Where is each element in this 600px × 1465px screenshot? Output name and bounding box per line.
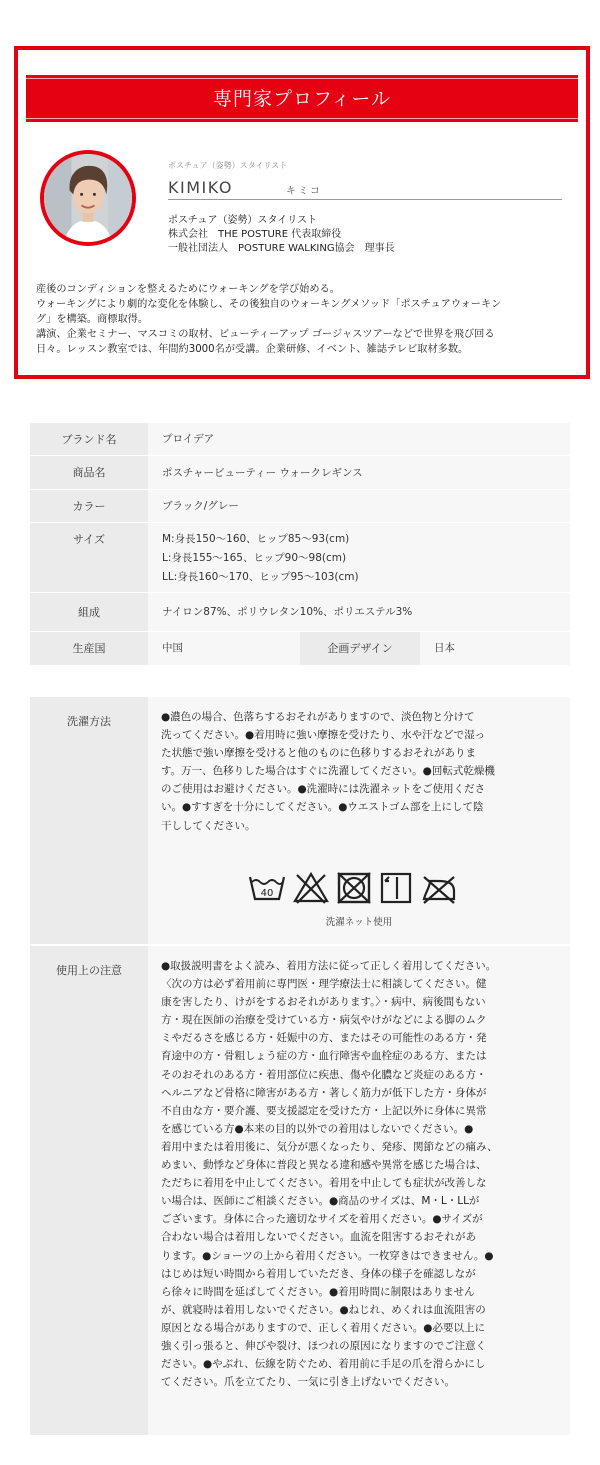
wash-net-caption: 洗濯ネット使用 xyxy=(325,917,393,928)
caution-label: 使用上の注意 xyxy=(56,964,122,977)
svg-text:40: 40 xyxy=(260,888,274,899)
spec-row-product xyxy=(30,456,570,490)
line-dry-icon xyxy=(379,871,413,905)
avatar xyxy=(40,150,136,246)
expert-name-kana: キミコ xyxy=(286,186,322,197)
spec-value: 中国 xyxy=(148,632,300,665)
no-bleach-icon xyxy=(292,871,330,905)
name-row xyxy=(168,174,562,200)
spec-label: 生産国 xyxy=(30,632,148,665)
spec-value: ブラック/グレー xyxy=(148,490,570,523)
title-line: 株式会社 THE POSTURE 代表取締役 xyxy=(168,229,342,240)
size-line: M:身長150〜160、ヒップ85〜93(cm) xyxy=(162,533,350,545)
profile-heading: 専門家プロフィール xyxy=(212,88,392,110)
spec-row-origin xyxy=(30,632,570,665)
size-line: LL:身長160〜170、ヒップ95〜103(cm) xyxy=(162,571,359,583)
spec-row-material xyxy=(30,593,570,632)
spec-value: ポスチャービューティー ウォークレギンス xyxy=(148,456,570,490)
spec-label: 組成 xyxy=(30,593,148,632)
spec-value: 日本 xyxy=(420,632,570,665)
no-iron-icon xyxy=(420,871,458,905)
wash-method-text: ●濃色の場合、色落ちするおそれがありますので、淡色物と分けて 洗ってください。●着用時に強い摩擦を受けたり、水や汗などで湿っ た状態で強い摩擦を受けると他のものに色移りするおそれがありま す。万一、色移りした場合はすぐに洗濯してください。●回転式乾燥機 のご使用はお避けください。●洗濯時には洗濯ネットをご使用くださ い。●すすぎを十分にしてください。●ウエストゴム部を上にして陰 干ししてください。 xyxy=(161,711,495,832)
expert-bio: 産後のコンディションを整えるためにウォーキングを学び始める。 ウォーキングにより劇的な変化を体験し、その後独自のウォーキングメソッド「ポスチュアウォーキン グ」を構築。商標取得。 講演、企業セミナー、マスコミの取材、ビューティーアップ ゴージャスツアーなどで世界を飛び回る 日々。レッスン教室では、年間約3000名が受講。企業研修、イベント、雑誌テレビ取材多数。 xyxy=(36,284,502,355)
expert-name: KIMIKO xyxy=(168,178,233,197)
size-line: L:身長155〜165、ヒップ90〜98(cm) xyxy=(162,552,347,564)
expert-titles xyxy=(168,214,395,256)
wash-method-label: 洗濯方法 xyxy=(67,715,111,728)
care-table xyxy=(30,697,570,1435)
spec-label: サイズ xyxy=(30,523,148,593)
spec-label: カラー xyxy=(30,490,148,523)
caution-text: ●取扱説明書をよく読み、着用方法に従って正しく着用してください。 〈次の方は必ず着用前に専門医・理学療法士に相談してください。健 康を害したり、けがをするおそれがあります。〉・病中、病後間もない 方・現在医師の治療を受けている方・病気やけがなどによる脚のムク ミやだるさを感じる方・妊娠中の方、またはその可能性のある方・発 育途中の方・骨粗しょう症の方・血行障害や血栓症のある方、または そのおそれのある方・着用部位に疾患、傷や化膿など炎症のある方・ ヘルニアなど骨格に障害がある方・著しく筋力が低下した方・身体が 不自由な方・要介護、要支援認定を受けた方・上記以外に身体に異常 を感じている方●本来の目的以外での着用はしないでください。● 着用中または着用後に、気分が悪くなったり、発疹、関節などの痛み、 めまい、動悸など身体に普段と異なる違和感や異常を感じた場合は、 ただちに着用を中止してください。着用を中止しても症状が改善しな い場合は、医師にご相談ください。●商品のサイズは、M・L・LLが ございます。身体に合った適切なサイズを着用ください。●サイズが 合わない場合は着用しないでください。血流を阻害するおそれがあ ります。●ショーツの上から着用ください。一枚穿きはできません。● はじめは短い時間から着用していただき、身体の様子を確認しなが ら徐々に時間を延ばしてください。●着用時間に制限はありません が、就寝時は着用しないでください。●ねじれ、めくれは血流阻害の 原因となる場合がありますので、正しく着用ください。●必要以上に 強く引っ張ると、伸びや裂け、ほつれの原因になりますのでご注意く ださい。●やぶれ、伝線を防ぐため、着用前に手足の爪を滑らかにし てください。爪を立てたり、一気に引き上げないでください。 xyxy=(161,960,498,1389)
spec-value: ナイロン87%、ポリウレタン10%、ポリエステル3% xyxy=(148,593,570,632)
spec-row-color xyxy=(30,490,570,523)
expert-profile-box xyxy=(14,46,590,379)
spec-label: ブランド名 xyxy=(30,423,148,456)
title-line: ポスチュア（姿勢）スタイリスト xyxy=(168,215,318,226)
profile-banner xyxy=(26,74,578,122)
spec-value: プロイデア xyxy=(148,423,570,456)
care-symbols xyxy=(248,871,468,907)
wash-40-icon xyxy=(248,871,286,905)
title-line: 一般社団法人 POSTURE WALKING協会 理事長 xyxy=(168,243,395,254)
spec-row-brand xyxy=(30,423,570,456)
spec-label: 商品名 xyxy=(30,456,148,490)
spec-row-size xyxy=(30,523,570,593)
portrait-photo xyxy=(44,154,132,242)
role-caption: ポスチュア（姿勢）スタイリスト xyxy=(168,161,288,170)
spec-label: 企画デザイン xyxy=(300,632,420,665)
spec-value xyxy=(148,523,570,593)
no-tumble-dry-icon xyxy=(336,871,372,905)
